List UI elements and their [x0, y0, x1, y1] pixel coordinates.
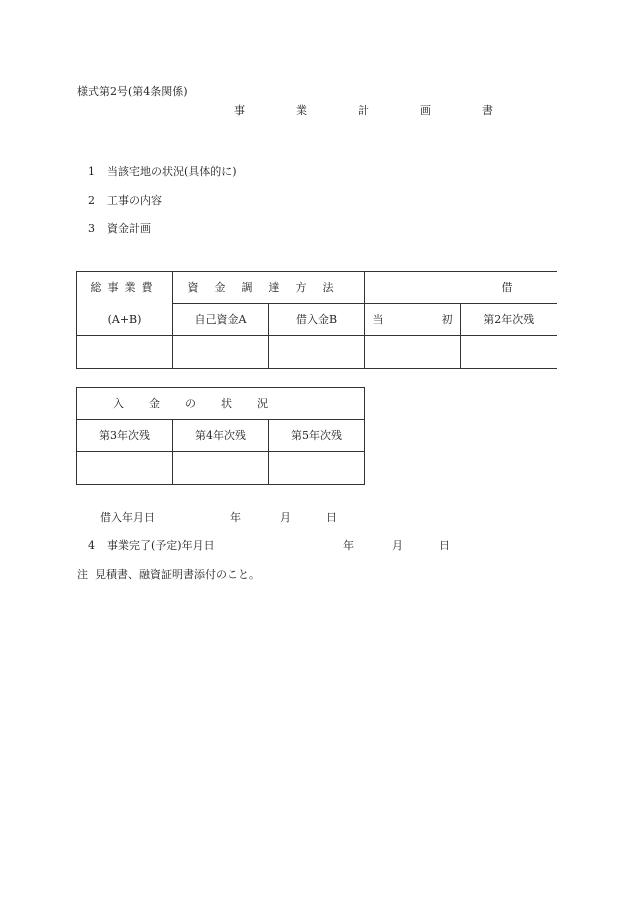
footnote-text: 見積書、融資証明書添付のこと。: [95, 568, 260, 581]
deposit-status-table: [76, 387, 365, 485]
year4-remaining-value[interactable]: [173, 452, 269, 485]
borrow-date-day: 日: [326, 511, 337, 524]
year3-remaining-header: 第3年次残: [77, 420, 173, 452]
total-cost-header: 総事業費: [77, 272, 173, 304]
item-number: 1: [88, 165, 95, 178]
initial-value[interactable]: [365, 336, 461, 369]
borrow-date-label: 借入年月日: [100, 511, 155, 524]
item-completion-date: [88, 540, 215, 551]
item-work-content: [88, 195, 162, 206]
item-label: 当該宅地の状況(具体的に): [107, 165, 237, 178]
borrowed-funds-value[interactable]: [269, 336, 365, 369]
total-cost-value[interactable]: [77, 336, 173, 369]
item-label: 工事の内容: [107, 194, 162, 207]
item-number: 4: [88, 539, 95, 552]
year3-remaining-value[interactable]: [77, 452, 173, 485]
item-number: 3: [88, 222, 95, 235]
borrowed-funds-header: 借入金B: [269, 304, 365, 336]
completion-date-year: 年: [343, 539, 354, 552]
form-number: 様式第2号(第4条関係): [77, 85, 188, 98]
loan-header: 借: [365, 272, 557, 304]
item-number: 2: [88, 194, 95, 207]
year2-remaining-value[interactable]: [461, 336, 557, 369]
year2-remaining-header: 第2年次残: [461, 304, 557, 336]
item-property-status: [88, 166, 237, 177]
completion-date-month: 月: [392, 539, 403, 552]
year5-remaining-header: 第5年次残: [269, 420, 365, 452]
funding-method-header: 資金調達方法: [173, 272, 365, 304]
year5-remaining-value[interactable]: [269, 452, 365, 485]
item-funding-plan: [88, 223, 151, 234]
deposit-status-header: 入金の状況: [77, 388, 365, 420]
funding-table: [76, 271, 557, 369]
footnote: [77, 569, 260, 580]
initial-header: 当 初: [365, 304, 461, 336]
footnote-prefix: 注: [77, 568, 88, 581]
own-funds-value[interactable]: [173, 336, 269, 369]
own-funds-header: 自己資金A: [173, 304, 269, 336]
item-label: 資金計画: [107, 222, 151, 235]
borrow-date-year: 年: [230, 511, 241, 524]
completion-date-day: 日: [439, 539, 450, 552]
total-cost-subheader: (A+B): [77, 304, 173, 336]
borrow-date-month: 月: [280, 511, 291, 524]
item-label: 事業完了(予定)年月日: [107, 539, 215, 552]
year4-remaining-header: 第4年次残: [173, 420, 269, 452]
document-title: 事 業 計 画 書: [234, 104, 513, 117]
